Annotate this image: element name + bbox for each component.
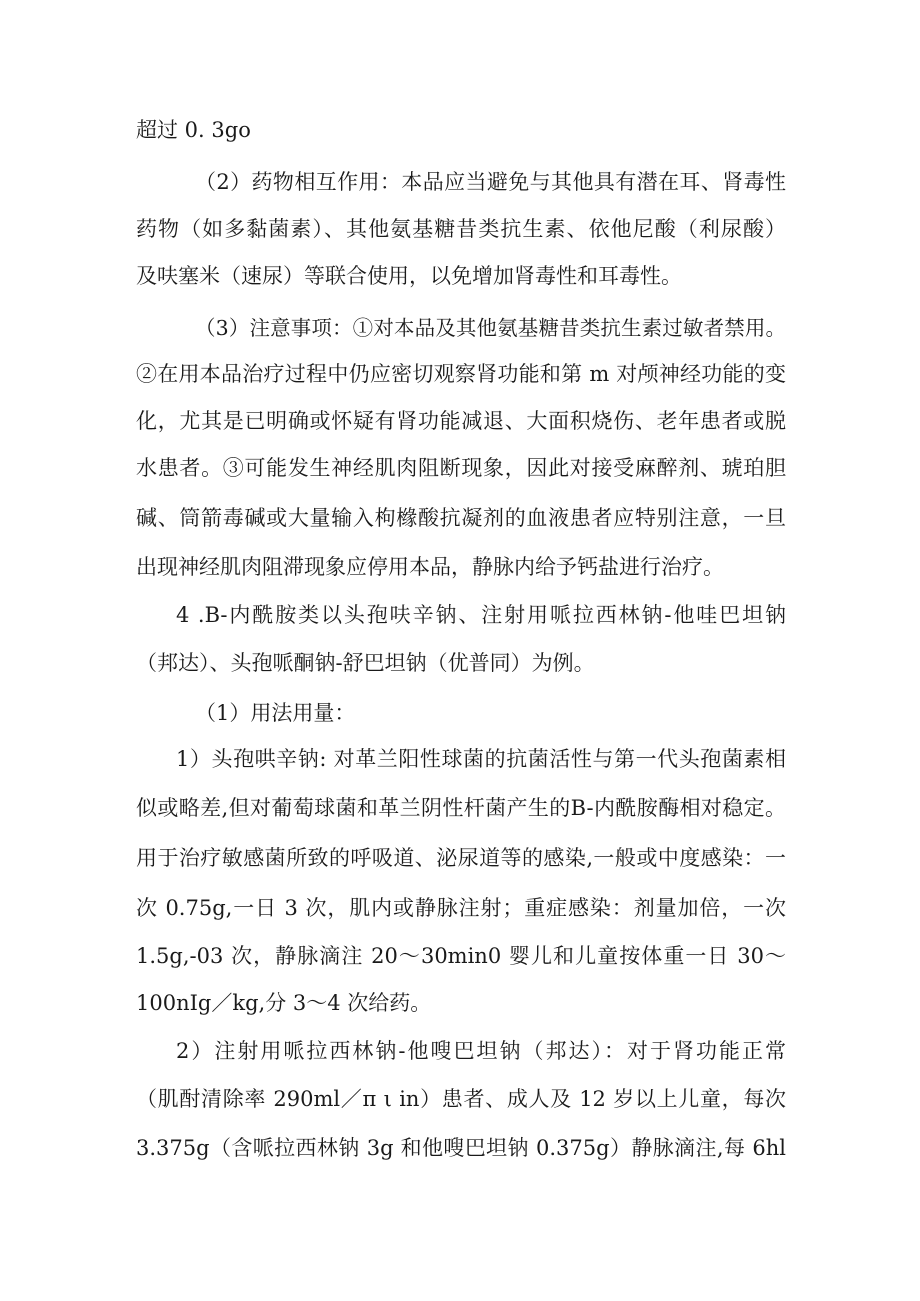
text-line-22: 3.375g（含哌拉西林钠 3g 和他嗖巴坦钠 0.375g）静脉滴注,每 6hl <box>136 1136 786 1160</box>
text-line-2: （2）药物相互作用：本品应当避免与其他具有潜在耳、肾毒性 <box>195 170 786 194</box>
text-line-14: 1）头孢哄辛钠: 对革兰阳性球菌的抗菌活性与第一代头孢菌素相 <box>176 747 786 771</box>
text-line-10: 出现神经肌肉阻滞现象应停用本品，静脉内给予钙盐进行治疗。 <box>136 555 724 579</box>
text-line-21: （肌酎清除率 290ml／π ι in）患者、成人及 12 岁以上儿童，每次 <box>136 1087 786 1111</box>
text-line-19: 100nIg／kg,分 3～4 次给药。 <box>136 991 432 1015</box>
text-line-16: 用于治疗敏感菌所致的呼吸道、泌尿道等的感染,一般或中度感染：一 <box>136 846 786 870</box>
text-line-8: 水患者。③可能发生神经肌肉阻断现象，因此对接受麻醉剂、琥珀胆 <box>136 456 786 480</box>
text-line-15: 似或略差,但对葡萄球菌和革兰阴性杆菌产生的B-内酰胺酶相对稳定。 <box>136 796 786 820</box>
text-line-5: （3）注意事项：①对本品及其他氨基糖昔类抗生素过敏者禁用。 <box>195 316 786 340</box>
text-line-9: 碱、筒箭毒碱或大量输入枸橼酸抗凝剂的血液患者应特别注意，一旦 <box>136 506 786 530</box>
text-line-11: 4 .B-内酰胺类以头孢呋辛钠、注射用哌拉西林钠-他哇巴坦钠 <box>176 603 786 627</box>
text-line-13: （1）用法用量： <box>195 701 356 725</box>
text-line-18: 1.5g,-03 次，静脉滴注 20～30min0 婴儿和儿童按体重一日 30～ <box>136 944 786 968</box>
text-line-20: 2）注射用哌拉西林钠-他嗖巴坦钠（邦达）：对于肾功能正常 <box>176 1039 786 1063</box>
text-line-1: 超过 0. 3go <box>136 118 251 142</box>
text-line-7: 化，尤其是已明确或怀疑有肾功能减退、大面积烧伤、老年患者或脱 <box>136 409 786 433</box>
text-line-3: 药物（如多黏菌素）、其他氨基糖昔类抗生素、依他尼酸（利尿酸） <box>136 217 786 241</box>
text-line-12: （邦达）、头孢哌酮钠-舒巴坦钠（优普同）为例。 <box>136 651 595 675</box>
text-line-4: 及呋塞米（速尿）等联合使用，以免增加肾毒性和耳毒性。 <box>136 264 682 288</box>
text-line-6: ②在用本品治疗过程中仍应密切观察肾功能和第 m 对颅神经功能的变 <box>136 362 786 386</box>
text-line-17: 次 0.75g,一日 3 次，肌内或静脉注射；重症感染：剂量加倍，一次 <box>136 896 786 920</box>
